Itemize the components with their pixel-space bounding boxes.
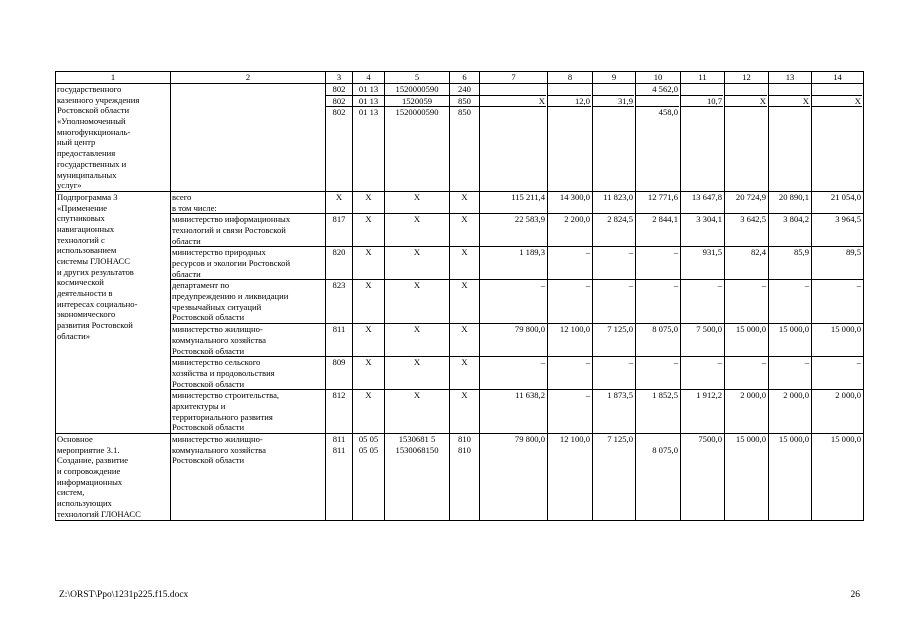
value-cell: 2 200,0 <box>548 214 593 247</box>
subprogram-name-line: технологий с <box>57 234 105 245</box>
value-line <box>682 84 722 95</box>
value-cell: X <box>385 280 450 324</box>
value-cell: X <box>385 324 450 357</box>
value-cell: 11 823,0 <box>593 191 636 213</box>
value-line <box>549 445 590 456</box>
value-line: X <box>769 95 810 107</box>
value-cell: 823 <box>326 280 353 324</box>
subprogram-name <box>56 191 171 433</box>
value-cell <box>450 434 480 521</box>
value-cell <box>450 84 480 192</box>
value-cell <box>812 434 864 521</box>
value-cell: X <box>385 357 450 390</box>
measure-name-line: информационных <box>57 476 123 487</box>
responsible-executor-line: технологий и связи Ростовской <box>172 224 286 235</box>
value-cell: – <box>548 357 593 390</box>
institution-name-line: «Уполномоченный <box>57 116 126 127</box>
value-cell: – <box>593 280 636 324</box>
table-row <box>56 214 864 247</box>
responsible-executor <box>171 324 326 357</box>
value-cell: X <box>450 247 480 280</box>
responsible-executor-line: области <box>172 268 201 279</box>
responsible-executor-line: коммунального хозяйства <box>172 334 266 345</box>
value-line: 1520000590 <box>385 106 449 118</box>
value-cell: 11 638,2 <box>480 390 548 434</box>
value-cell: 2 000,0 <box>725 390 769 434</box>
value-cell <box>353 84 385 192</box>
value-cell <box>636 434 681 521</box>
value-cell: X <box>385 390 450 434</box>
value-cell <box>326 434 353 521</box>
value-cell <box>548 434 593 521</box>
responsible-executor-line: всего <box>172 191 192 202</box>
value-line <box>593 106 634 118</box>
value-line <box>813 445 861 456</box>
responsible-cell <box>171 84 326 192</box>
value-cell: X <box>385 247 450 280</box>
value-line: 10,7 <box>681 95 723 107</box>
value-cell <box>769 84 812 192</box>
header-cell: 4 <box>353 72 385 84</box>
value-cell: 7 125,0 <box>593 324 636 357</box>
institution-name-line: предоставления <box>57 148 116 159</box>
subprogram-name-line: экономического <box>57 309 116 320</box>
value-cell: – <box>480 280 548 324</box>
responsible-executor-line: министерство информационных <box>172 214 291 225</box>
value-cell: – <box>548 390 593 434</box>
header-row <box>56 72 864 84</box>
institution-name-line: государственных и <box>57 158 127 169</box>
subprogram-name-line: деятельности в <box>57 288 113 299</box>
value-cell: 2 000,0 <box>812 390 864 434</box>
value-cell: 3 642,5 <box>725 214 769 247</box>
value-line <box>813 84 861 95</box>
value-cell: 89,5 <box>812 247 864 280</box>
value-cell: X <box>450 191 480 213</box>
subprogram-name-line: системы ГЛОНАСС <box>57 256 130 266</box>
value-cell: X <box>450 390 480 434</box>
value-cell: X <box>353 280 385 324</box>
responsible-executor-line: ресурсов и экологии Ростовской <box>172 258 291 268</box>
responsible-executor <box>171 214 326 247</box>
header-cell: 3 <box>326 72 353 84</box>
value-cell: X <box>353 357 385 390</box>
responsible-executor <box>171 390 326 434</box>
value-cell: X <box>450 214 480 247</box>
subprogram-name-line: области» <box>57 330 91 341</box>
value-line: 1520000590 <box>395 84 439 94</box>
institution-name-line: услуг» <box>57 180 82 191</box>
responsible-executor-line: области <box>172 235 201 246</box>
value-cell <box>385 434 450 521</box>
value-cell: – <box>593 357 636 390</box>
responsible-executor-line: Ростовской области <box>172 378 245 389</box>
table-row <box>56 280 864 324</box>
measure-name <box>56 434 171 521</box>
value-cell <box>593 84 636 192</box>
value-line <box>770 84 809 95</box>
page-number: 26 <box>850 590 860 600</box>
value-cell: – <box>681 357 725 390</box>
value-cell: 931,5 <box>681 247 725 280</box>
header-cell: 12 <box>725 72 769 84</box>
value-cell: X <box>385 191 450 213</box>
value-line: 4 562,0 <box>652 84 678 94</box>
responsible-executor-line: Ростовской области <box>172 312 245 323</box>
responsible-executor-line: министерство сельского <box>172 357 261 368</box>
value-cell: – <box>636 247 681 280</box>
value-line: X <box>812 95 862 107</box>
measure-name-line: систем, <box>57 487 85 498</box>
responsible-executor <box>171 434 326 521</box>
value-cell <box>593 434 636 521</box>
measure-name-line: мероприятие 3.1. <box>57 444 120 455</box>
subprogram-name-line: развития Ростовской <box>57 320 133 331</box>
header-cell: 2 <box>171 72 326 84</box>
value-cell <box>681 434 725 521</box>
value-line: X <box>480 95 546 107</box>
responsible-executor-line: Ростовской области <box>172 455 245 466</box>
value-line <box>548 106 591 118</box>
subprogram-name-line: спутниковых <box>57 213 105 224</box>
subprogram-name-line: интересах социально- <box>57 298 138 309</box>
subprogram-name-line: использованием <box>57 245 117 256</box>
value-line: 458,0 <box>636 106 679 118</box>
value-cell: – <box>480 357 548 390</box>
value-line: 850 <box>450 95 479 107</box>
responsible-executor-line: хозяйства и продовольствия <box>172 367 275 378</box>
value-line: 01 13 <box>358 84 379 94</box>
value-cell: 817 <box>326 214 353 247</box>
value-cell: X <box>353 390 385 434</box>
value-line <box>594 445 633 456</box>
value-line: X <box>725 95 767 107</box>
responsible-executor-line: министерство жилищно- <box>172 434 263 444</box>
subprogram-name-line: «Применение <box>57 202 108 213</box>
value-cell: 2 844,1 <box>636 214 681 247</box>
header-cell: 11 <box>681 72 725 84</box>
budget-table-sheet <box>55 71 863 582</box>
value-cell <box>725 84 769 192</box>
value-cell: – <box>636 280 681 324</box>
value-cell: 2 000,0 <box>769 390 812 434</box>
value-cell: 12 100,0 <box>548 324 593 357</box>
value-line <box>725 106 767 118</box>
value-cell: 7 500,0 <box>681 324 725 357</box>
value-line <box>636 95 679 107</box>
value-cell: 3 804,2 <box>769 214 812 247</box>
value-cell <box>636 84 681 192</box>
value-line: 01 13 <box>353 95 384 107</box>
responsible-executor <box>171 280 326 324</box>
responsible-executor <box>171 247 326 280</box>
value-cell: – <box>548 280 593 324</box>
header-cell: 5 <box>385 72 450 84</box>
value-cell: 8 075,0 <box>636 324 681 357</box>
value-line: 05 05 <box>358 444 379 455</box>
value-line: 7500,0 <box>698 434 722 444</box>
measure-name-line: и сопровождение <box>57 466 121 477</box>
header-cell: 8 <box>548 72 593 84</box>
value-line <box>481 445 545 456</box>
value-cell: – <box>812 280 864 324</box>
value-line <box>812 106 862 118</box>
value-line: 1530068150 <box>395 444 439 455</box>
value-cell: 2 824,5 <box>593 214 636 247</box>
budget-table <box>55 71 864 521</box>
value-cell <box>681 84 725 192</box>
value-cell: 820 <box>326 247 353 280</box>
value-line <box>726 84 766 95</box>
value-line <box>681 106 723 118</box>
institution-name-line: ный центр <box>57 137 96 148</box>
value-line: 15 000,0 <box>735 434 766 444</box>
value-line <box>726 445 766 456</box>
table-row <box>56 357 864 390</box>
value-cell: 15 000,0 <box>725 324 769 357</box>
value-line: 01 13 <box>353 106 384 118</box>
header-cell: 14 <box>812 72 864 84</box>
value-cell: X <box>353 214 385 247</box>
value-cell <box>769 434 812 521</box>
subprogram-name-line: и других результатов <box>57 266 134 277</box>
subprogram-name-line: Подпрограмма 3 <box>57 191 118 202</box>
value-line <box>769 106 810 118</box>
value-line: 31,9 <box>593 95 634 107</box>
value-cell: X <box>450 280 480 324</box>
value-cell: 12 771,6 <box>636 191 681 213</box>
value-cell: – <box>725 280 769 324</box>
institution-name-line: Ростовской области <box>57 105 130 116</box>
responsible-executor-line: департамент по <box>172 280 230 291</box>
responsible-executor <box>171 357 326 390</box>
measure-name-line: Создание, развитие <box>57 455 129 466</box>
table-row <box>56 84 864 192</box>
value-cell <box>548 84 593 192</box>
value-line: 240 <box>458 84 471 94</box>
value-cell: 1 912,2 <box>681 390 725 434</box>
value-cell: – <box>548 247 593 280</box>
table-row <box>56 324 864 357</box>
value-line: 850 <box>450 106 479 118</box>
value-cell: 3 964,5 <box>812 214 864 247</box>
value-line: 15 000,0 <box>778 434 809 444</box>
subprogram-name-line: космической <box>57 277 104 288</box>
value-line <box>481 84 545 95</box>
responsible-executor-line: министерство природных <box>172 247 266 258</box>
value-cell: 21 054,0 <box>812 191 864 213</box>
value-cell <box>480 434 548 521</box>
responsible-executor <box>171 191 326 213</box>
value-line: 79 800,0 <box>514 434 545 444</box>
value-cell: X <box>450 324 480 357</box>
responsible-executor-line: коммунального хозяйства <box>172 444 266 455</box>
header-cell: 13 <box>769 72 812 84</box>
value-cell: – <box>769 280 812 324</box>
responsible-executor-line: в том числе: <box>172 202 217 213</box>
institution-name-line: многофункциональ- <box>57 126 131 137</box>
value-cell <box>812 84 864 192</box>
responsible-executor-line: Ростовской области <box>172 345 245 356</box>
value-cell: – <box>812 357 864 390</box>
value-cell: 14 300,0 <box>548 191 593 213</box>
value-line: 1520059 <box>385 95 449 107</box>
value-cell: – <box>681 280 725 324</box>
value-cell: 20 890,1 <box>769 191 812 213</box>
value-line: 8 075,0 <box>652 444 678 455</box>
table-row <box>56 247 864 280</box>
value-cell: 15 000,0 <box>812 324 864 357</box>
table-row <box>56 434 864 521</box>
value-line <box>549 84 590 95</box>
value-cell: 13 647,8 <box>681 191 725 213</box>
value-cell: 115 211,4 <box>480 191 548 213</box>
value-cell: 3 304,1 <box>681 214 725 247</box>
file-path: Z:\ORST\Ppo\1231p225.f15.docx <box>59 590 189 600</box>
value-cell <box>385 84 450 192</box>
value-cell: 1 852,5 <box>636 390 681 434</box>
value-line <box>682 445 722 456</box>
header-cell: 1 <box>56 72 171 84</box>
responsible-executor-line: Ростовской области <box>172 422 245 433</box>
value-line <box>770 445 809 456</box>
value-cell <box>353 434 385 521</box>
value-line: 810 <box>458 444 471 455</box>
table-row <box>56 191 864 213</box>
value-cell: X <box>385 214 450 247</box>
table-row <box>56 390 864 434</box>
value-cell: 812 <box>326 390 353 434</box>
value-cell <box>326 84 353 192</box>
value-line: 811 <box>332 444 346 455</box>
value-cell: 82,4 <box>725 247 769 280</box>
value-cell: – <box>593 247 636 280</box>
value-cell: 22 583,9 <box>480 214 548 247</box>
value-cell: 85,9 <box>769 247 812 280</box>
measure-name-line: использующих <box>57 498 112 509</box>
value-line: 802 <box>326 95 352 107</box>
value-line <box>480 106 546 118</box>
responsible-executor-line: чрезвычайных ситуаций <box>172 301 262 312</box>
value-cell: – <box>769 357 812 390</box>
header-cell: 9 <box>593 72 636 84</box>
value-cell: X <box>353 191 385 213</box>
value-cell: 1 873,5 <box>593 390 636 434</box>
value-cell: – <box>725 357 769 390</box>
value-line: 811 <box>332 434 346 444</box>
value-line: 12,0 <box>548 95 591 107</box>
measure-name-line: технологий ГЛОНАСС <box>57 508 141 519</box>
header-cell: 10 <box>636 72 681 84</box>
responsible-executor-line: территориального развития <box>172 411 273 422</box>
value-cell: X <box>353 324 385 357</box>
value-line: 12 100,0 <box>559 434 590 444</box>
responsible-executor-line: министерство жилищно- <box>172 324 263 335</box>
value-cell: 20 724,9 <box>725 191 769 213</box>
header-cell: 7 <box>480 72 548 84</box>
value-cell: 15 000,0 <box>769 324 812 357</box>
institution-name <box>56 84 171 192</box>
responsible-executor-line: предупреждению и ликвидации <box>172 291 289 302</box>
value-cell: X <box>326 191 353 213</box>
value-cell: 809 <box>326 357 353 390</box>
value-line: 802 <box>332 84 346 94</box>
value-line: 7 125,0 <box>607 434 633 444</box>
value-cell <box>480 84 548 192</box>
value-line: 802 <box>326 106 352 118</box>
institution-name-line: муниципальных <box>57 169 117 180</box>
responsible-executor-line: министерство строительства, <box>172 390 280 401</box>
subprogram-name-line: навигационных <box>57 223 115 234</box>
value-cell: X <box>450 357 480 390</box>
value-cell: 1 189,3 <box>480 247 548 280</box>
value-cell: 79 800,0 <box>480 324 548 357</box>
value-line: 15 000,0 <box>830 434 861 444</box>
value-line: 05 05 <box>358 434 379 444</box>
value-cell <box>725 434 769 521</box>
value-line <box>637 434 678 445</box>
value-line: 1530681 5 <box>398 434 436 444</box>
value-cell: X <box>353 247 385 280</box>
value-cell: – <box>636 357 681 390</box>
institution-name-line: государственного <box>57 84 122 94</box>
value-cell: 811 <box>326 324 353 357</box>
header-cell: 6 <box>450 72 480 84</box>
value-line: 810 <box>458 434 471 444</box>
institution-name-line: казенного учреждения <box>57 94 140 105</box>
measure-name-line: Основное <box>57 434 93 444</box>
responsible-executor-line: архитектуры и <box>172 400 226 411</box>
value-line <box>594 84 633 95</box>
